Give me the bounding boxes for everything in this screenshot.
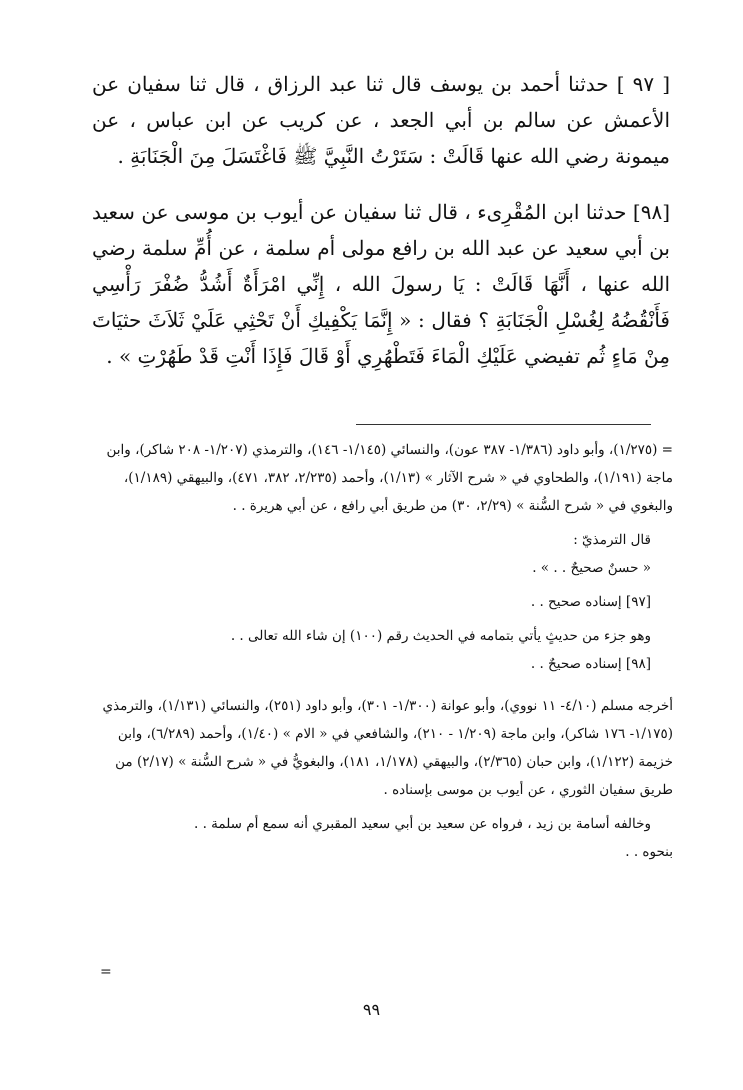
hadith-97: [ ٩٧ ] حدثنا أحمد بن يوسف قال ثنا عبد الرزاق ، قال ثنا سفيان عن الأعمش عن سالم بن أبي الجعد ، عن كريب عن ابن عباس ، عن ميمونة رضي الله عنها قَالَتْ : سَتَرْتُ النَّبِيَّ ﷺ فَاغْتَسَلَ مِنَ الْجَنَابَةِ . bbox=[92, 72, 670, 168]
footnotes bbox=[88, 436, 673, 866]
footnote-divider bbox=[356, 424, 651, 425]
footnote-line: وخالفه أسامة بن زيد ، فرواه عن سعيد بن أبي سعيد المقبري أنه سمع أم سلمة . . bbox=[194, 816, 651, 832]
footnote-line: وهو جزء من حديثٍ يأتي بتمامه في الحديث رقم (١٠٠) إن شاء الله تعالى . . bbox=[230, 628, 651, 644]
continuation-mark: = bbox=[100, 964, 112, 980]
footnote-98-grade: [٩٨] إسناده صحيحٌ . . bbox=[530, 656, 651, 672]
footnote-98-sources: أخرجه مسلم (٤/١٠- ١١ نووي)، وأبو عوانة (١/٣٠٠- ٣٠١)، وأبو داود (٢٥١)، والنسائي (١/١٣١)، والترمذي (١/١٧٥- ١٧٦ شاكر)، وابن ماجة (١/٢٠٩ - ٢١٠)، والشافعي في « الام » (١/٤٠)، وأحمد (٦/٢٨٩)، وابن خزيمة (١/١٢٢)، وابن حبان (٢/٣٦٥)، والبيهقي (١/١٧٨، ١٨١)، والبغويُّ في « شرح السُّنة » (٢/١٧) من طريق سفيان الثوري ، عن أيوب بن موسى بإسناده . bbox=[102, 698, 673, 798]
footnote-quote: « حسنٌ صحيحٌ . . » . bbox=[532, 560, 651, 576]
main-text bbox=[92, 66, 670, 374]
footnote-line: قال الترمذيّ : bbox=[573, 532, 651, 548]
footnote-line: بنحوه . . bbox=[625, 844, 673, 860]
footnote-97-grade: [٩٧] إسناده صحيح . . bbox=[530, 594, 651, 610]
hadith-98: [٩٨] حدثنا ابن المُقْرِىء ، قال ثنا سفيان عن أيوب بن موسى عن سعيد بن أبي سعيد عن عبد الله بن رافع مولى أم سلمة ، عن أُمِّ سلمة رضي الله عنها ، أَنَّهَا قَالَتْ : يَا رسولَ الله ، إِنِّي امْرَأَةٌ أَشُدُّ ضُفْرَ رَأْسِي فَأَنْقُضُهُ لِغُسْلِ الْجَنَابَةِ ؟ فقال : « إِنَّمَا يَكْفِيكِ أَنْ تَحْثِي عَلَيْ ثَلاَثَ حثيَاتَ مِنْ مَاءٍ ثُم تفيضي عَلَيْكِ الْمَاءَ فَتَطْهُرِي أَوْ قَالَ فَإِذَا أَنْتِ قَدْ طَهُرْتِ » . bbox=[92, 200, 670, 368]
footnote-continuation: = (١/٢٧٥)، وأبو داود (١/٣٨٦- ٣٨٧ عون)، والنسائي (١/١٤٥- ١٤٦)، والترمذي (١/٢٠٧- ٢٠٨ شاكر)، وابن ماجة (١/١٩١)، والطحاوي في « شرح الآثار » (١/١٣)، وأحمد (٢/٢٣٥، ٣٨٢، ٤٧١)، والبيهقي (١/١٨٩)، والبغوي في « شرح السُّنة » (٢/٢٩، ٣٠) من طريق أبي رافع ، عن أبي هريرة . . bbox=[106, 442, 673, 514]
page-number: ٩٩ bbox=[362, 1000, 381, 1019]
